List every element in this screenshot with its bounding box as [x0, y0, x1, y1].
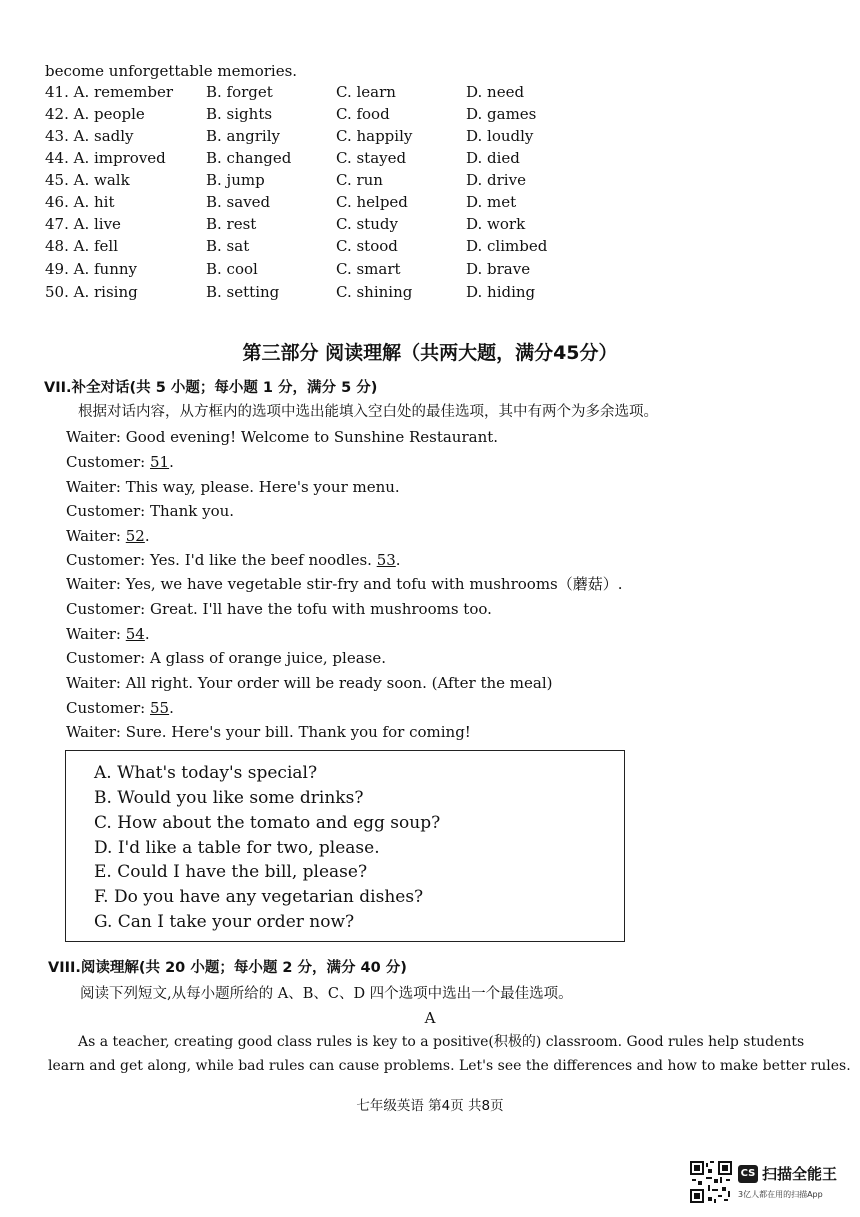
- dialogue-line: [66, 427, 498, 447]
- part8-instruction: 阅读下列短文,从每小题所给的 A、B、C、D 四个选项中选出一个最佳选项。: [80, 986, 573, 1002]
- option-d: D. games: [466, 105, 537, 123]
- scanner-logo: CS: [738, 1165, 758, 1183]
- option-c: C. helped: [336, 193, 408, 211]
- dialogue-line: [66, 673, 552, 693]
- line-end: .: [169, 699, 174, 717]
- dialogue-line: [66, 550, 401, 570]
- part7-instruction: 根据对话内容，从方框内的选项中选出能填入空白处的最佳选项，其中有两个为多余选项。: [78, 404, 658, 420]
- option-c: C. stayed: [336, 149, 407, 167]
- option-d: D. hiding: [466, 283, 536, 301]
- dialogue-line: [66, 574, 623, 594]
- options-box: [65, 750, 625, 942]
- passage-label: A: [424, 1009, 436, 1027]
- option-a: 44. A. improved: [45, 149, 166, 167]
- option-a: 42. A. people: [45, 105, 145, 123]
- option-b: B. angrily: [206, 127, 281, 145]
- scanner-name: 扫描全能王: [762, 1165, 838, 1183]
- dialogue-line: [66, 648, 386, 668]
- part7-heading: VII.补全对话(共 5 小题；每小题 1 分，满分 5 分): [44, 380, 378, 396]
- box-option: E. Could I have the bill, please?: [94, 862, 368, 882]
- option-c: C. learn: [336, 83, 396, 101]
- option-c: C. happily: [336, 127, 413, 145]
- option-c: C. smart: [336, 260, 401, 278]
- line-text: Customer:: [66, 699, 150, 717]
- option-c: C. study: [336, 215, 398, 233]
- line-text: Waiter: All right. Your order will be ready soon. (After the meal): [66, 674, 553, 692]
- option-a: 46. A. hit: [45, 193, 115, 211]
- option-c: C. food: [336, 105, 390, 123]
- blank-52: 52: [125, 527, 145, 545]
- section-title: 第三部分 阅读理解（共两大题，满分45分）: [242, 342, 618, 364]
- option-d: D. died: [466, 149, 520, 167]
- line-end: .: [144, 625, 150, 643]
- line-text: Customer: Yes. I'd like the beef noodles.: [66, 551, 377, 569]
- option-b: B. changed: [206, 149, 292, 167]
- line-end: .: [395, 551, 401, 569]
- box-option: C. How about the tomato and egg soup?: [94, 813, 441, 833]
- option-b: B. cool: [206, 260, 258, 278]
- line-text: Customer:: [66, 453, 150, 471]
- line-text: Customer: A glass of orange juice, please.: [66, 649, 386, 667]
- dialogue-line: [66, 698, 174, 718]
- line-text: Waiter: Yes, we have vegetable stir-fry and tofu with mushrooms（蘑菇）.: [66, 575, 623, 593]
- option-d: D. need: [466, 83, 525, 101]
- line-end: .: [169, 453, 174, 471]
- option-c: C. stood: [336, 237, 398, 255]
- option-d: D. brave: [466, 260, 531, 278]
- dialogue-line: [66, 526, 150, 546]
- option-d: D. loudly: [466, 127, 534, 145]
- option-a: 43. A. sadly: [45, 127, 134, 145]
- box-option: G. Can I take your order now?: [94, 912, 355, 932]
- dialogue-line: [66, 477, 400, 497]
- option-b: B. sights: [206, 105, 273, 123]
- blank-55: 55: [150, 699, 170, 717]
- option-b: B. rest: [206, 215, 257, 233]
- part8-heading: VIII.阅读理解(共 20 小题；每小题 2 分，满分 40 分): [48, 960, 407, 976]
- dialogue-line: [66, 599, 492, 619]
- blank-54: 54: [125, 625, 145, 643]
- scanner-tagline: 3亿人都在用的扫描App: [738, 1190, 823, 1199]
- option-b: B. sat: [206, 237, 250, 255]
- option-b: B. jump: [206, 171, 265, 189]
- qr-code-icon: [690, 1161, 732, 1203]
- option-a: 41. A. remember: [45, 83, 174, 101]
- option-b: B. setting: [206, 283, 280, 301]
- line-text: Waiter: Good evening! Welcome to Sunshine Restaurant.: [66, 428, 499, 446]
- option-a: 45. A. walk: [45, 171, 130, 189]
- line-text: Customer: Thank you.: [66, 502, 235, 520]
- box-option: B. Would you like some drinks?: [94, 788, 364, 808]
- dialogue-line: [66, 501, 234, 521]
- box-option: D. I'd like a table for two, please.: [94, 838, 380, 858]
- passage-line: learn and get along, while bad rules can cause problems. Let's see the differences and how to make better rules.: [48, 1058, 851, 1074]
- passage-line: As a teacher, creating good class rules is key to a positive(积极的) classroom. Good rules help students: [78, 1034, 805, 1050]
- option-a: 48. A. fell: [45, 237, 119, 255]
- option-d: D. met: [466, 193, 517, 211]
- option-d: D. climbed: [466, 237, 548, 255]
- line-text: Waiter:: [66, 527, 126, 545]
- option-a: 47. A. live: [45, 215, 121, 233]
- dialogue-line: [66, 452, 174, 472]
- option-c: C. run: [336, 171, 383, 189]
- dialogue-line: [66, 624, 150, 644]
- blank-51: 51: [150, 453, 170, 471]
- line-text: Customer: Great. I'll have the tofu with mushrooms too.: [66, 600, 492, 618]
- line-text: Waiter: This way, please. Here's your menu.: [66, 478, 400, 496]
- blank-53: 53: [376, 551, 396, 569]
- option-d: D. drive: [466, 171, 526, 189]
- option-d: D. work: [466, 215, 526, 233]
- option-b: B. forget: [206, 83, 273, 101]
- line-text: Waiter: Sure. Here's your bill. Thank you for coming!: [66, 723, 471, 741]
- option-a: 49. A. funny: [45, 260, 137, 278]
- line-text: Waiter:: [66, 625, 126, 643]
- dialogue-line: [66, 722, 471, 742]
- intro-tail: become unforgettable memories.: [45, 62, 298, 80]
- box-option: A. What's today's special?: [94, 763, 318, 783]
- box-option: F. Do you have any vegetarian dishes?: [94, 887, 424, 907]
- option-b: B. saved: [206, 193, 271, 211]
- line-end: .: [144, 527, 150, 545]
- option-a: 50. A. rising: [45, 283, 138, 301]
- option-c: C. shining: [336, 283, 413, 301]
- page-footer: 七年级英语 第4页 共8页: [356, 1098, 504, 1114]
